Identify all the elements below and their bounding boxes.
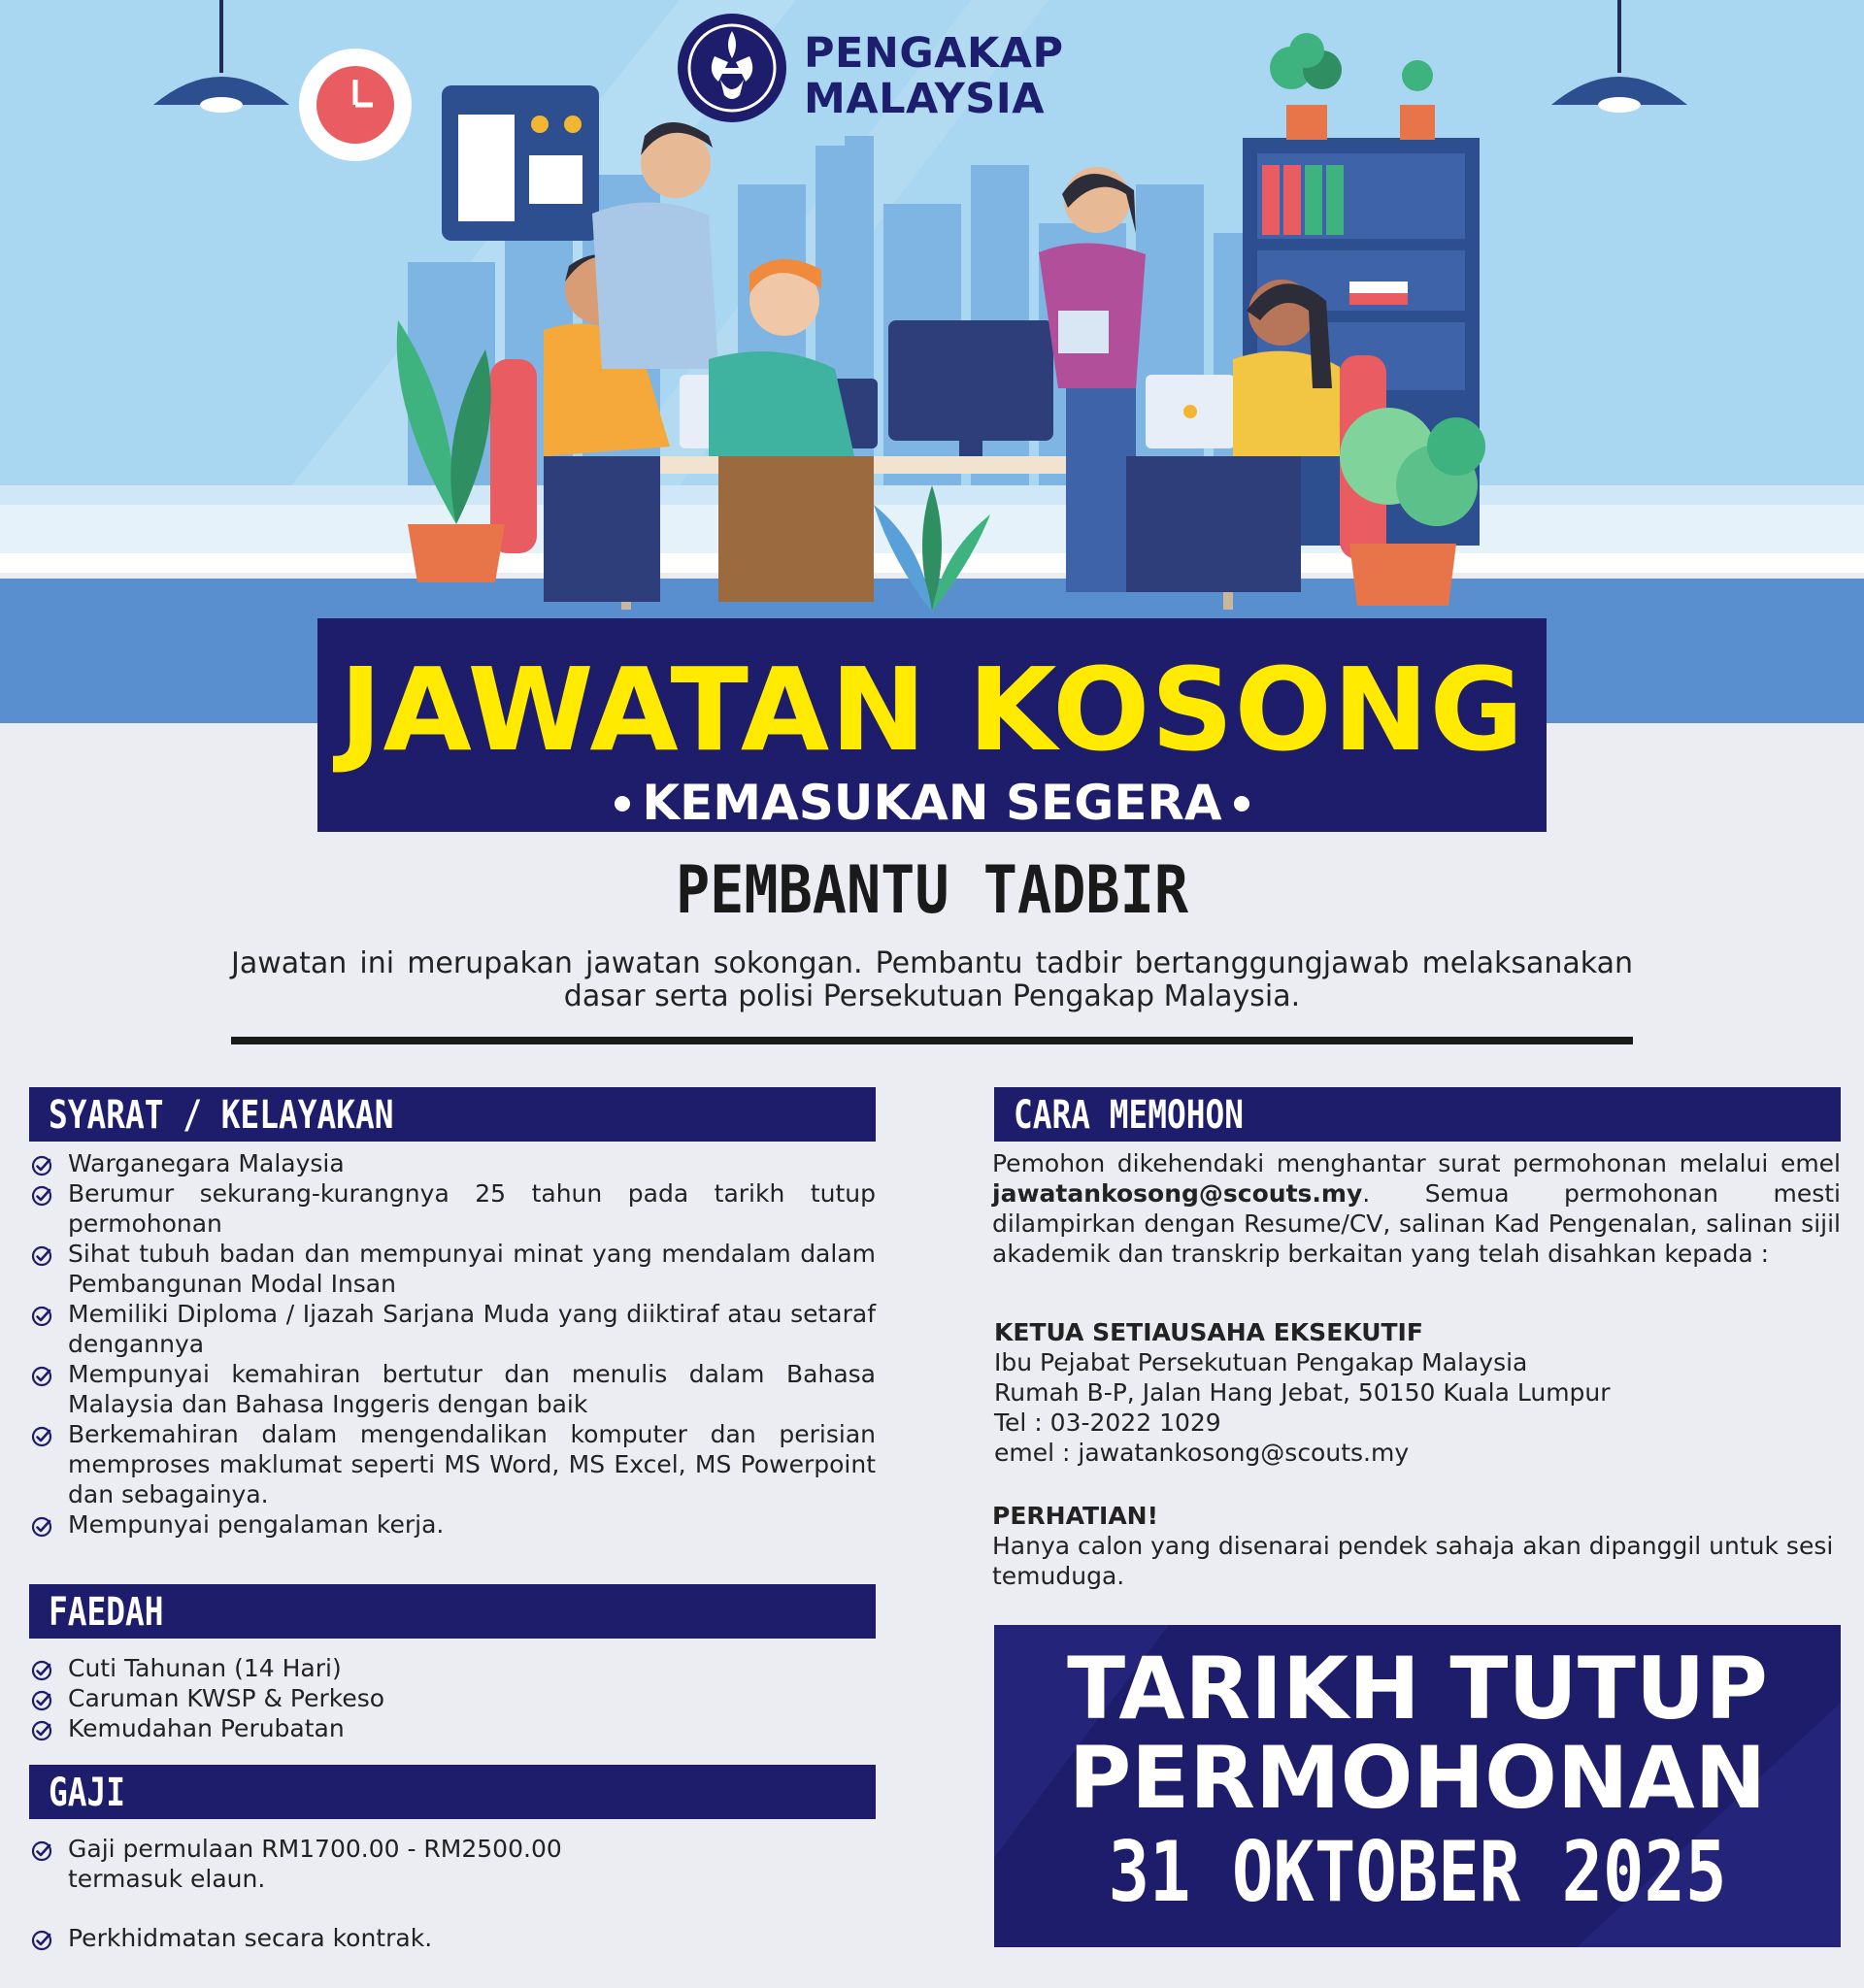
deadline-date: 31 OKTOBER 2025 [1108,1824,1727,1921]
salary-item-text: Perkhidmatan secara kontrak. [68,1924,433,1952]
check-circle-icon [31,1658,52,1679]
bullet-dot-icon [615,796,630,812]
requirement-item-text: Berumur sekurang-kurangnya 25 tahun pada tarikh tutup permohonan [68,1179,876,1238]
headline-subtitle-row [317,776,1547,830]
headline-banner [317,618,1547,832]
requirement-item [31,1419,876,1509]
requirement-item [31,1359,876,1419]
requirement-item-text: Berkemahiran dalam mengendalikan komputer dan perisian memproses maklumat seperti MS Word, MS Excel, MS Powerpoint dan sebagainya. [68,1420,876,1508]
bullet-dot-icon [1234,796,1249,812]
apply-text-before: Pemohon dikehendaki menghantar surat permohonan melalui emel [992,1149,1841,1177]
position-title: PEMBANTU TADBIR [675,852,1189,929]
benefit-item-text: Kemudahan Perubatan [68,1714,345,1742]
check-circle-icon [31,1718,52,1740]
requirement-item [31,1509,876,1540]
address-tel[interactable]: Tel : 03-2022 1029 [994,1408,1221,1437]
check-circle-icon [31,1364,52,1385]
deadline-box [994,1625,1841,1947]
salary-item [31,1834,614,1894]
requirement-item [31,1239,876,1299]
deadline-line1: TARIKH TUTUP [1067,1639,1768,1739]
deadline-title [994,1639,1841,1828]
requirement-item [31,1299,876,1359]
address-line1: Ibu Pejabat Persekutuan Pengakap Malaysia [994,1348,1528,1376]
scout-emblem-icon [676,12,788,124]
benefits-heading-text: FAEDAH [49,1590,164,1635]
address-line2: Rumah B-P, Jalan Hang Jebat, 50150 Kuala Lumpur [994,1378,1611,1407]
requirement-item-text: Mempunyai kemahiran bertutur dan menulis dalam Bahasa Malaysia dan Bahasa Inggeris dengan baik [68,1360,876,1418]
notice-heading: PERHATIAN! [992,1502,1159,1530]
salary-list [31,1834,614,1953]
requirement-item [31,1148,876,1178]
requirement-item-text: Sihat tubuh badan dan mempunyai minat yang mendalam dalam Pembangunan Modal Insan [68,1240,876,1298]
apply-email[interactable]: jawatankosong@scouts.my [992,1179,1363,1208]
section-divider [231,1037,1633,1044]
brand-name [804,31,1076,122]
benefit-item [31,1683,876,1713]
requirement-item [31,1178,876,1239]
brand-name-line1: PENGAKAP [804,29,1064,78]
apply-heading [994,1087,1841,1142]
apply-heading-text: CARA MEMOHON [1014,1093,1244,1138]
benefit-item-text: Cuti Tahunan (14 Hari) [68,1654,342,1682]
check-circle-icon [31,1304,52,1325]
benefit-item [31,1713,876,1743]
check-circle-icon [31,1183,52,1205]
salary-item [31,1923,614,1953]
notice-block [992,1501,1841,1591]
requirements-list [31,1148,876,1540]
deadline-line2: PERMOHONAN [1068,1728,1767,1828]
salary-heading [29,1765,876,1819]
benefit-item-text: Caruman KWSP & Perkeso [68,1684,385,1712]
check-circle-icon [31,1243,52,1265]
salary-item-text: Gaji permulaan RM1700.00 - RM2500.00 termasuk elaun. [68,1835,562,1893]
notice-text: Hanya calon yang disenarai pendek sahaja akan dipanggil untuk sesi temuduga. [992,1532,1834,1590]
check-circle-icon [31,1153,52,1175]
requirements-heading [29,1087,876,1142]
apply-instructions [992,1148,1841,1269]
brand-name-line2: MALAYSIA [804,75,1046,123]
salary-heading-text: GAJI [49,1771,125,1815]
check-circle-icon [31,1514,52,1536]
headline-subtitle: KEMASUKAN SEGERA [642,775,1222,831]
requirements-heading-text: SYARAT / KELAYAKAN [49,1093,394,1138]
requirement-item-text: Mempunyai pengalaman kerja. [68,1510,445,1539]
check-circle-icon [31,1928,52,1949]
check-circle-icon [31,1839,52,1860]
brand-logo [676,12,1064,124]
benefits-heading [29,1584,876,1639]
requirement-item-text: Warganegara Malaysia [68,1149,345,1177]
headline-title: JAWATAN KOSONG [339,643,1525,777]
apply-text-after: . Semua permohonan mesti dilampirkan dengan Resume/CV, salinan Kad Pengenalan, salinan sijil akademik dan transkrip berkaitan yang telah disahkan kepada : [992,1179,1841,1268]
requirement-item-text: Memiliki Diploma / Ijazah Sarjana Muda yang diiktiraf atau setaraf dengannya [68,1300,876,1358]
position-description: Jawatan ini merupakan jawatan sokongan. Pembantu tadbir bertanggungjawab melaksanakan dasar serta polisi Persekutuan Pengakap Malaysia. [231,946,1633,1013]
address-email[interactable]: emel : jawatankosong@scouts.my [994,1439,1410,1467]
benefit-item [31,1653,876,1683]
address-block [994,1317,1841,1468]
check-circle-icon [31,1688,52,1709]
benefits-list [31,1653,876,1743]
check-circle-icon [31,1424,52,1445]
address-recipient: KETUA SETIAUSAHA EKSEKUTIF [994,1318,1423,1346]
